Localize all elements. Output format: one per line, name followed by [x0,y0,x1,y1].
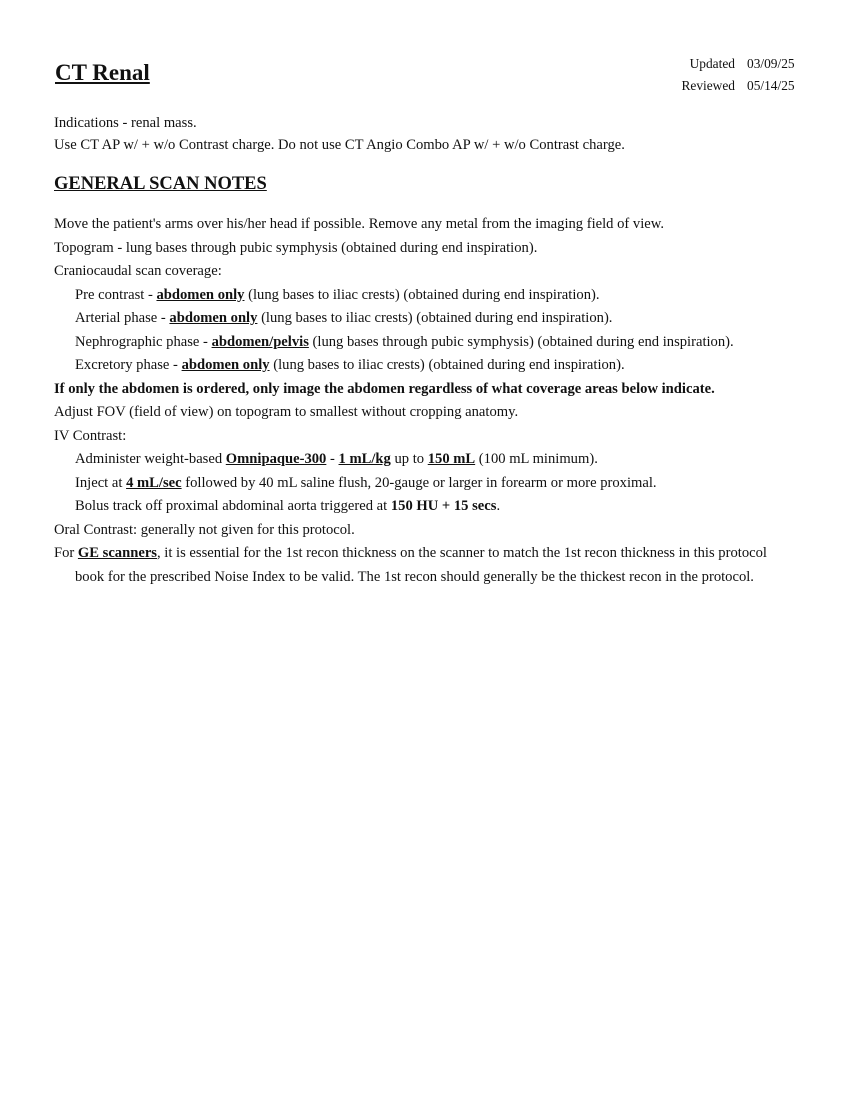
abdomen-only-note: If only the abdomen is ordered, only image the abdomen regardless of what coverage areas below indicate. [54,380,715,397]
phase-name: Pre contrast - [75,286,157,303]
phase-coverage: abdomen only [181,357,270,373]
updated-label: Updated [689,56,735,71]
updated-date: 03/09/25 [747,56,795,71]
arms-note: Move the patient's arms over his/her head if possible. Remove any metal from the imaging field of view. [54,216,665,232]
phase-nephrographic [54,331,794,355]
phase-detail: (lung bases through pubic symphysis) (obtained during end inspiration). [308,333,734,350]
bolus-trigger: 150 HU + 15 secs [390,498,497,514]
page-title: CT Renal [55,60,150,85]
iv-upto: up to [390,451,428,467]
phase-excretory [54,354,794,378]
phase-coverage: abdomen only [169,310,258,326]
updated-row [681,53,797,75]
contrast-dose: 1 mL/kg [338,451,391,467]
phase-pre-contrast [54,284,794,308]
ge-prefix: For [54,545,78,561]
iv-sep: - [326,451,339,467]
phase-detail: (lung bases to iliac crests) (obtained during end inspiration). [257,310,613,326]
phase-name: Arterial phase - [75,310,170,326]
bolus-prefix: Bolus track off proximal abdominal aorta triggered at [75,498,391,514]
indications-block [54,112,814,156]
inject-prefix: Inject at [75,474,127,491]
fov-note: Adjust FOV (field of view) on topogram to smallest without cropping anatomy. [54,404,519,420]
phase-detail: (lung bases to iliac crests) (obtained during end inspiration). [269,357,625,373]
reviewed-row [681,75,797,97]
iv-min-note: (100 mL minimum). [475,451,598,467]
section-heading-general: GENERAL SCAN NOTES [54,174,267,194]
indications-line: Indications - renal mass. [54,115,197,131]
phase-name: Nephrographic phase - [75,333,212,350]
iv-inject-line [54,472,794,496]
contrast-agent: Omnipaque-300 [225,451,327,467]
general-notes [54,213,794,589]
phase-detail: (lung bases to iliac crests) (obtained during end inspiration). [244,286,600,303]
reviewed-label: Reviewed [681,78,735,93]
charge-line: Use CT AP w/ + w/o Contrast charge. Do not use CT Angio Combo AP w/ + w/o Contrast charge. [54,137,625,153]
bolus-suffix: . [496,498,501,514]
ge-scanners: GE scanners [77,545,157,561]
ge-text: , it is essential for the 1st recon thickness on the scanner to match the 1st recon thickness in this protocol book for the prescribed Noise Index to be valid. The 1st recon should generally be the thickest recon in the protocol. [75,545,767,585]
iv-bolus-line [54,495,794,519]
phase-name: Excretory phase - [75,357,182,373]
inject-suffix: followed by 40 mL saline flush, 20-gauge or larger in forearm or more proximal. [181,474,657,491]
phase-arterial [54,307,794,331]
revision-info [681,53,797,97]
topogram-note: Topogram - lung bases through pubic symphysis (obtained during end inspiration). [54,239,538,256]
reviewed-date: 05/14/25 [747,78,795,93]
contrast-max: 150 mL [427,451,476,467]
ge-scanner-note [54,542,794,589]
iv-admin-prefix: Administer weight-based [75,451,226,467]
iv-contrast-label: IV Contrast: [54,427,127,444]
phase-coverage: abdomen/pelvis [211,333,309,350]
oral-contrast-note: Oral Contrast: generally not given for this protocol. [54,521,355,538]
coverage-label: Craniocaudal scan coverage: [54,263,222,279]
inject-rate: 4 mL/sec [126,474,182,491]
iv-dose-line [54,448,794,472]
phase-coverage: abdomen only [156,286,245,303]
